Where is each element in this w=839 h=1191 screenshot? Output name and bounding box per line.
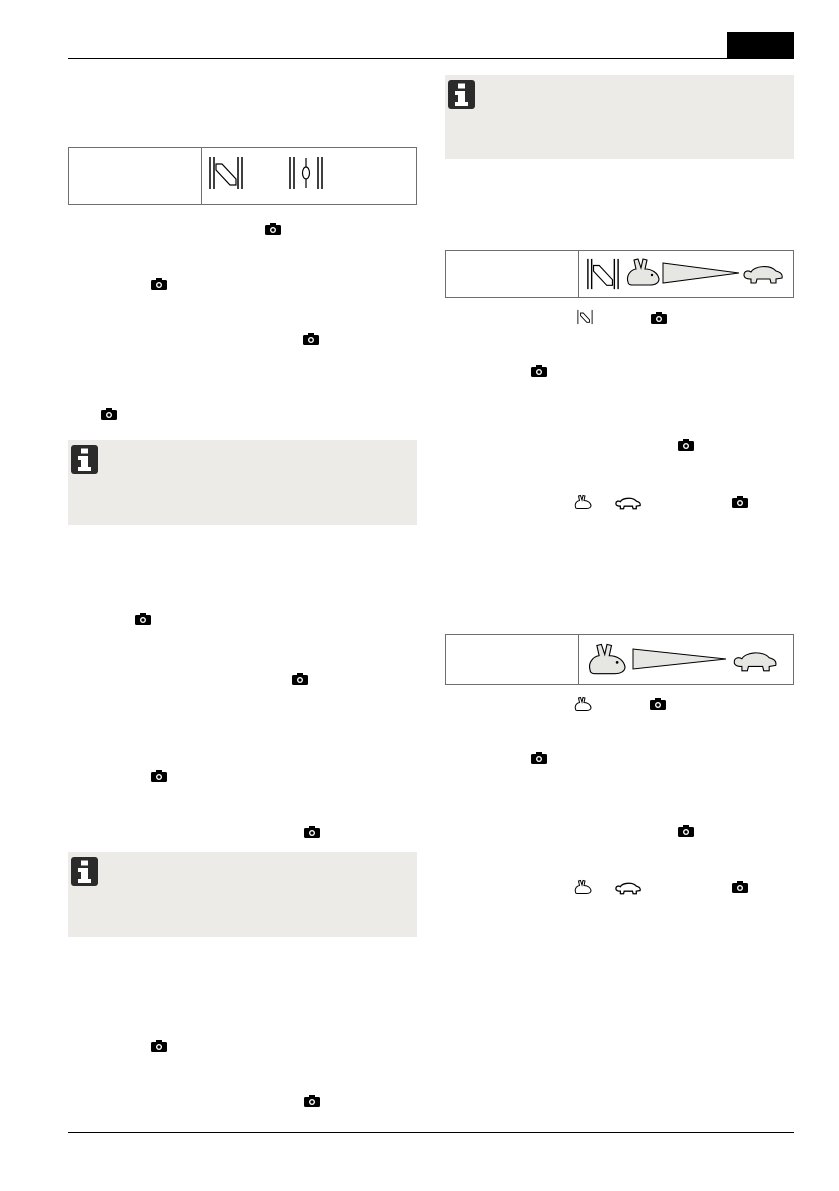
camera-icon	[732, 881, 748, 893]
camera-icon	[151, 278, 167, 290]
info-note	[68, 852, 417, 937]
camera-icon	[303, 333, 319, 345]
camera-icon	[678, 439, 694, 451]
speed-wedge-icon	[632, 647, 727, 671]
speed-table	[445, 250, 794, 298]
tortoise-icon	[731, 649, 779, 673]
speed-wedge-icon	[662, 261, 740, 285]
tortoise-icon	[614, 496, 642, 510]
info-icon	[448, 80, 475, 109]
rabbit-icon	[573, 696, 593, 712]
valve-open-icon	[208, 155, 244, 191]
camera-icon	[265, 223, 281, 235]
camera-icon	[101, 408, 117, 420]
table-divider	[578, 251, 579, 297]
camera-icon	[292, 673, 308, 685]
camera-icon	[135, 613, 151, 625]
valve-table	[68, 147, 417, 205]
rabbit-icon	[573, 879, 593, 895]
header-rule	[68, 58, 794, 59]
rabbit-icon	[585, 641, 629, 677]
tortoise-icon	[614, 881, 642, 895]
info-note	[68, 440, 417, 525]
camera-icon	[304, 826, 320, 838]
camera-icon	[651, 312, 667, 324]
info-icon	[71, 857, 98, 886]
valve-closed-icon	[288, 155, 324, 191]
camera-icon	[151, 1040, 167, 1052]
camera-icon	[531, 365, 547, 377]
table-divider	[201, 148, 202, 204]
valve-open-icon	[576, 309, 594, 325]
camera-icon	[678, 825, 694, 837]
valve-open-icon	[586, 257, 620, 291]
speed-table	[445, 634, 794, 685]
camera-icon	[732, 496, 748, 508]
camera-icon	[151, 770, 167, 782]
camera-icon	[531, 752, 547, 764]
tortoise-icon	[742, 263, 784, 285]
camera-icon	[304, 1095, 320, 1107]
rabbit-icon	[624, 256, 662, 288]
table-divider	[578, 635, 579, 684]
rabbit-icon	[573, 494, 593, 510]
page-number-tab	[727, 32, 794, 59]
info-icon	[71, 445, 98, 474]
camera-icon	[650, 698, 666, 710]
info-note	[445, 75, 794, 159]
footer-rule	[68, 1132, 794, 1133]
